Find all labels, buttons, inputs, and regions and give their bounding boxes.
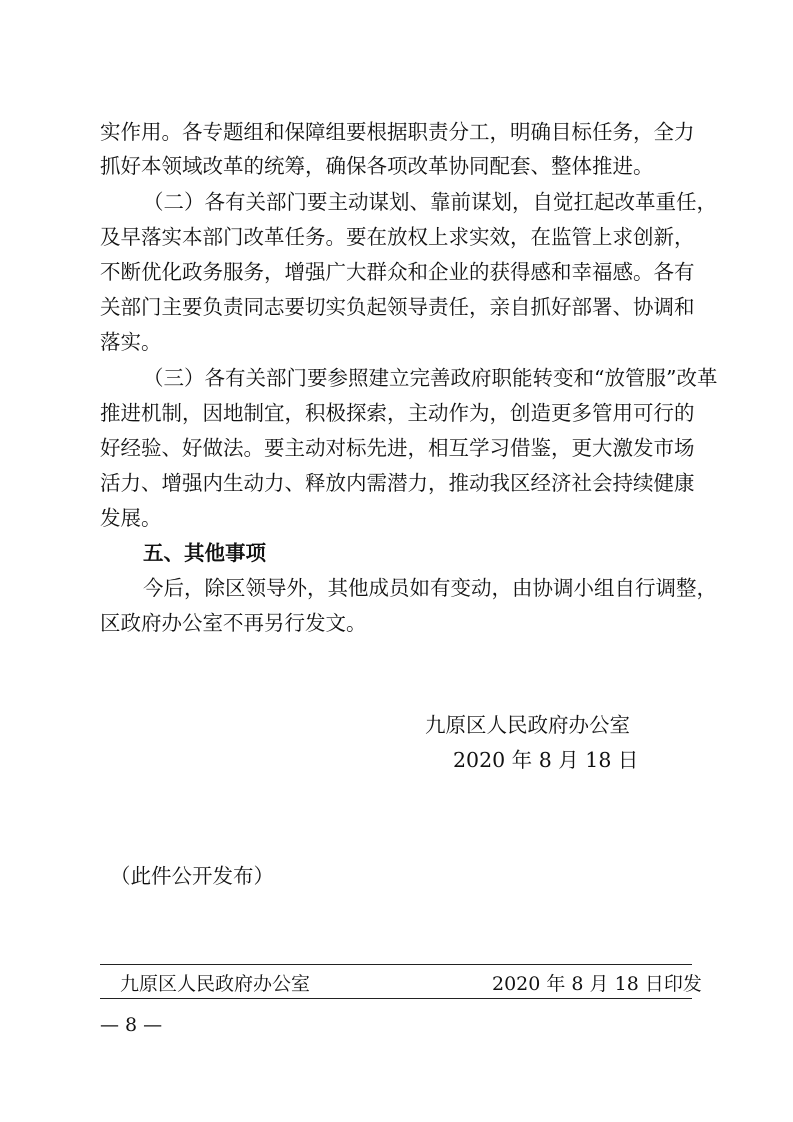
section-line: 今后，除区领导外，其他成员如有变动，由协调小组自行调整， xyxy=(143,576,717,600)
section-heading: 五、其他事项 xyxy=(143,541,266,565)
page-number: — 8 — xyxy=(100,1014,163,1036)
body-line: 推进机制，因地制宜，积极探索，主动作为，创造更多管用可行的 xyxy=(100,401,695,425)
section-line: 区政府办公室不再另行发文。 xyxy=(100,611,367,635)
body-line: 不断优化政务服务，增强广大群众和企业的获得感和幸福感。各有 xyxy=(100,260,695,284)
body-line: 关部门主要负责同志要切实负起领导责任，亲自抓好部署、协调和 xyxy=(100,295,695,319)
signature-office: 九原区人民政府办公室 xyxy=(425,713,630,737)
body-line: 及早落实本部门改革任务。要在放权上求实效，在监管上求创新， xyxy=(100,225,695,249)
footer-bottom-rule xyxy=(100,998,692,999)
body-line: 落实。 xyxy=(100,330,162,354)
paragraph-2-start: （二）各有关部门要主动谋划、靠前谋划，自觉扛起改革重任， xyxy=(143,190,717,214)
signature-date: 2020 年 8 月 18 日 xyxy=(453,748,639,772)
footer-issuer: 九原区人民政府办公室 xyxy=(120,973,311,995)
body-line: 发展。 xyxy=(100,506,162,530)
body-line: 活力、增强内生动力、释放内需潜力，推动我区经济社会持续健康 xyxy=(100,471,695,495)
paragraph-3-start: （三）各有关部门要参照建立完善政府职能转变和“放管服”改革 xyxy=(143,366,718,390)
body-line: 抓好本领域改革的统筹，确保各项改革协同配套、整体推进。 xyxy=(100,154,654,178)
footer-top-rule xyxy=(100,964,692,965)
body-line: 实作用。各专题组和保障组要根据职责分工，明确目标任务，全力 xyxy=(100,120,695,144)
disclosure-note: （此件公开发布） xyxy=(110,864,274,888)
body-line: 好经验、好做法。要主动对标先进，相互学习借鉴，更大激发市场 xyxy=(100,436,695,460)
footer-issue-date: 2020 年 8 月 18 日印发 xyxy=(492,973,702,995)
